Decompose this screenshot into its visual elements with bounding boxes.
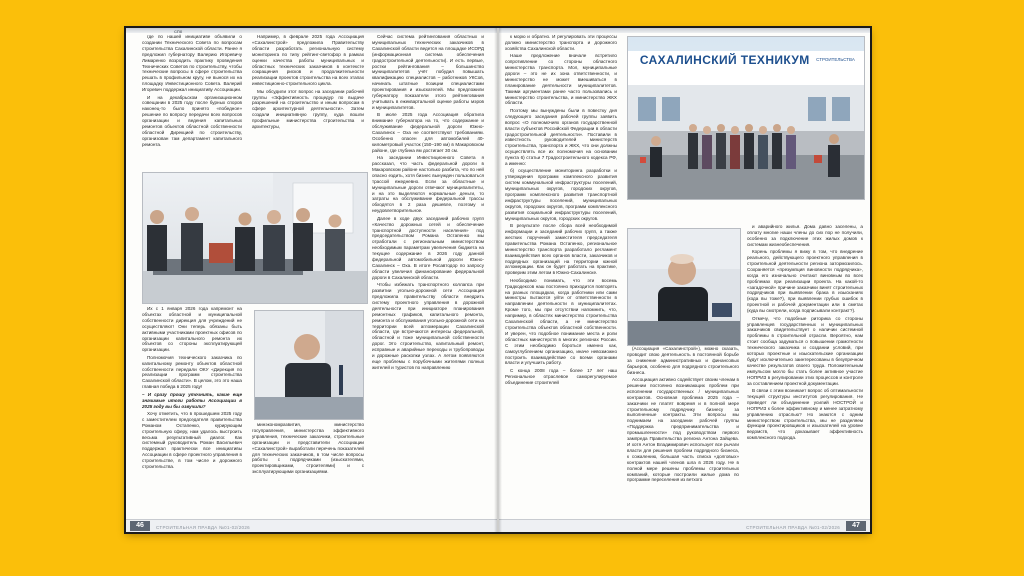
paragraph: к морю и обратно. И регулировать эти процессы должно министерство транспорта и дорожного хозяйства Сахалинской области. [505, 34, 617, 51]
right-footer-title: СТРОИТЕЛЬНАЯ ПРАВДА №01-02/2026 [746, 525, 840, 530]
left-page-number: 46 [130, 521, 150, 531]
right-col3 [747, 224, 863, 516]
paragraph: Например, в феврале 2025 года Ассоциация «Сахалинстрой» предложила Правительству области разработать региональную систему мониторинга по типу рейтинг-светофор в рамках оценки качества работы муниципальных и областных технических заказчиков в контексте сокращения рисков и продолжительности реализации проектов строительства на всех этапах инвестиционно-строительного цикла. [252, 34, 364, 87]
paragraph: Наше предложение вначале встретило сопротивление со стороны областного министерства транспорта. Мол, муниципальные дороги – это не их зона ответственности, и министерство не может вмешиваться в планирование деятельности муниципалитетов. Такими аргументами ранее часто пользовались и министерство строительства, и министерство ЖКХ области. [505, 53, 617, 106]
paragraph: где по нашей инициативе объявили о создании Технического Совета по вопросам строительства Сахалинской области. Ранее я предложил губернатору Валерию Игоревичу Лимаренко возродить практику проведения Технических Советов по строительству, чтобы технические вопросы в сфере строительства решать в профильном кругу, не вынося их на площадку Инвестиционного Совета. Валерий Игоревич поддержал инициативу Ассоциации. [142, 34, 242, 93]
left-col3 [372, 34, 484, 512]
technikum-photo [627, 36, 865, 200]
right-page [499, 28, 870, 532]
paragraph: Чтобы избежать транспортного коллапса при развитии угольно-дорожной сети Ассоциация предложила правительству области внедрить систему проектного управления в дорожной деятельности при инициаторе планирования ремонтных графиков, капитального ремонта, ремонта и обслуживания угольно-дорожной сети на территории всей агломерации Сахалинской области, где встречаются интересы федеральной, областной и тоже муниципальной собственности дорог. Это строительство, капитальный ремонт, исправные и аварийные переходы и трубопроводы и дорожные раскопки узлах. А летом появляются еще проблемы с порубочными жителями полных жителей и туристов по направлению [372, 282, 484, 370]
paragraph: И на декабрьском организационном совещании в 2025 году после бурных споров наконец-то было принято «победное» решение по вопросу передачи всех вопросов организации и ведения капитальных ремонтов объектов областной собственности областной Дирекцией по строительству, организован там департамент капитального ремонта. [142, 94, 242, 147]
portrait-photo [627, 228, 741, 346]
corner-label: СПб [174, 29, 183, 34]
paragraph: В июле 2025 года Ассоциация обратила внимание губернатора на то, что содержание и обслуживание федеральной дороги Южно-Сахалинск – Оха не соответствуют требованиям. Особенно опасен для автомобилей 40-километровый участок (150–190 км) в Макаровском районе, где глубина ям достигает 30 см. [372, 112, 484, 153]
left-page [126, 28, 497, 532]
left-footer-title: СТРОИТЕЛЬНАЯ ПРАВДА №01-02/2026 [156, 525, 250, 530]
paragraph: Сейчас система рейтингования областных и муниципальных технических заказчиков в Сахалинской области ведется на площадке ИСОРД (информационная система обеспечения градостроительной деятельности). И есть первые, ростки рейтингования – большинство муниципалитетов учёт побудил повышать квалификацию специалистов – работников УКСов, начинать штатные позиции специалистами проектирования и изыскателей. Мы предложили губернатору показатели этого рейтингования учитывать в ежеквартальной оценке работы мэров и муниципалитетов. [372, 34, 484, 110]
meeting-photo [142, 172, 368, 304]
paragraph: и аварийного жилья. Дома давно заселены, а оплату многие наши члены до сих пор не получили, особенно за подключение этих жилых домов к системам жизнеобеспечения. [747, 224, 863, 247]
portrait-photo-image [628, 229, 740, 345]
left-col1-bottom [142, 306, 242, 518]
paragraph: Ассоциация активно содействует своим членам в решении постоянно возникающих проблем при исполнении государственных / муниципальных контрактов. Основная проблема 2025 года – заказчики не платят вовремя и в полной мере строительному подрядчику бизнесу за выполненные контракты. Эти вопросы мы поднимаем на заседании рабочей группы «Поддержка предпринимательства и промышленности» под руководством первого зампреда Правительства региона Антона Зайцева. И хотя Антон Владимирович использует все рычаги власти для решения проблем подрядного бизнеса, к сожалению, большая часть списка «долговых» контрактов нашей членов шла в 2026 году. Не в полной мере решены проблемы строительных компаний, которые построили жилые дома по программе переселения из ветхого [627, 377, 739, 483]
speaker-photo-image [255, 311, 363, 419]
left-col2-top [252, 34, 364, 168]
left-col1-top [142, 34, 242, 170]
technikum-sign-sub: СТРОИТЕЛЬСТВА [816, 57, 855, 63]
interview-question: – И сразу прошу уточнить, какие еще значимые итоги работы Ассоциации в 2025 году вы бы озвучили? [142, 391, 242, 409]
paragraph: Далее в ходе двух заседаний рабочих групп «Качество дорожных сетей и обеспечение транспортной доступности населения» под председательством Романа Остапенко мы отработали с региональным министерством необходимым параметрам увеличения бюджета на текущее содержание в 2026 году данной федеральной автомобильной дороги Южно-Сахалинск – Оха. В итоге Росавтодор по запросу области увеличил финансирование федеральной дороги в Сахалинской области. [372, 215, 484, 280]
page-gutter [494, 28, 502, 532]
right-page-number: 47 [846, 521, 866, 531]
paragraph: Мы обсудили этот вопрос на заседании рабочей группы «Эффективность процедур по выдаче разрешений на строительство и иным вопросам в сфере архитектурной деятельности». Затем создали инициативную группу, куда вошли профильные министерства строительства и архитектуры, [252, 88, 364, 130]
paragraph: В результате после сбора всей необходимой информации и заседаний рабочих групп, а также жестких поручений заместителя председателя правительства Романа Остапенко, региональное министерство транспорта разработало регламент взаимодействия всех органов власти, заказчиков и подрядных организаций на территории южной агломерации. Как он будет работать на практике, проверим этим летом в Южно-Сахалинске. [505, 223, 617, 276]
paragraph: минэкономразвития, министерство госуправления, министерства эффективного управления, технические заказчики, строительные организации и представители Ассоциации «Сахалинстрой» выработали перечень показателей для технических заказчиков, в том числе вопросы работы с подрядчиками (изыскателями, проектировщиками, строителями) и с эксплуатирующими организациями. [252, 422, 364, 475]
right-col2 [627, 346, 739, 518]
top-strip [499, 28, 870, 33]
paragraph: Необходимо понимать, что эти восемь Градкодексов наш постоянно приходится повторять на разных площадках, когда работники или сами министры пытаются уйти от ответственности в направлении деятельности в муниципалитетах. Кроме того, мы при отсутствии напомнить, что, например, в областях министерство строительства Сахалинской области, а не министерство строительства объектов областной собственности. И уверен, что подобное понимание места и роли областных министерств в многих регионах России. С этим необходимо бороться именно как, самоуглублением организацию, иначе невозможно построить взаимодействие со всеми органами власти и улучшить работу. [505, 277, 617, 366]
paragraph: Поэтому мы вынуждены были в повестку дня следующего заседания рабочей группы заявить вопрос «О полномочиях органов государственной власти субъектов Российской Федерации в области градостроительной деятельности». Поставили в известность руководителей министерств строительства, транспорта и ЖКХ, что они должны осуществлять все их полномочия на основании пункта 6) статьи 7 Градостроительного кодекса РФ, а именно: [505, 107, 617, 167]
speaker-photo [254, 310, 364, 420]
paragraph: Отмечу, что подобные риторика со стороны управленцев государственных и муниципальных заказчиков свидетельствует о наличии системной проблемы в строительной отрасли. Вероятно, нам стоит сообща задуматься о повышении грамотности технического заказчика и создании условий, при которых проектные и изыскательские организации будут исключительно заинтересованы в безупречном качестве результатов своего труда. Положительным импульсом могло бы стать более активное участие НОПРИЗ в регулировании этих процессов и контроле за составлением проектной документации. [747, 315, 863, 386]
technikum-sign [628, 51, 864, 73]
paragraph: Полномочия технического заказчика по капитальному ремонту объектов областной собственности передали ОКУ «Дирекция по реализации программ строительства Сахалинской области». В целом, это это наша главная победа в 2025 году! [142, 354, 242, 390]
paragraph: С конца 2008 года – более 17 лет наш Региональное отраслевое саморегулируемое объединение строителей [505, 367, 617, 385]
right-footer [499, 519, 870, 532]
paragraph: Хочу отметить, что в прошедшем 2025 году с заместителем председателя правительства Романом Остапенко, курирующим строительную сферу, нам удалось выстроить весьма результативный диалог. Как системный руководитель Роман Васильевич поддержал практически все инициативы Ассоциации в сфере проектного управления в строительстве, в том числе и дорожного строительства. [142, 410, 242, 470]
left-col2-bottom [252, 422, 364, 518]
paragraph: В связи с этим возникает вопрос об оптимальности текущей структуры институтов регулирования. Не приведет ли объединение усилий НОСТРОЙ и НОПРИЗ к более эффективному и менее затратному управлению отраслью? Но знаются с одним министерством строительства, мы не разделяем функции проектировщиков и изыскателей на уровне ведомств, что доказывает эффективность комплексного подхода. [747, 387, 863, 441]
left-footer [126, 519, 497, 532]
paragraph: Их с 1 января 2026 года капремонт на объектах областной и муниципальной собственности дирекция для учреждений не осуществляют! Они теперь обязаны быть активными участниками проектных офисов по организации капитального ремонта их объектов со стороны эксплуатирующей организации. [142, 306, 242, 353]
technikum-sign-text: САХАЛИНСКИЙ ТЕХНИКУМ [639, 53, 810, 67]
paragraph: Корень проблемы я вижу в том, что внедрение реального, действующего проектного управления в строительной деятельности региона затормозилось. Сохраняется «презумпция виновности подрядчика», когда его изначально считают виновным во всех проблемах при реализации проекта. На какой-то «загадочной» причине заказчики винят строительных подрядчиков при выявлении брака в изысканиях (кода вы тоже?), при выявлении грубых ошибок в проектной и рабочей документации или в сметах (куда вы смотрели, когда подписывали контракт?). [747, 249, 863, 314]
paragraph: На заседании Инвестиционного Совета я рассказал, что часть федеральной дороги в Макаровском районе настолько разбита, что по ней опасно ездить, хотя бизнес вынужден пользоваться трассой ежедневно. Если за областные и муниципальные дороги отвечают муниципалитеты, и на это выделяются нормальные деньги, то затраты на обслуживание федеральной трассы обходятся в 2 раза дешевле, поэтому и неудовлетворительное. [372, 155, 484, 214]
meeting-photo-image [143, 173, 367, 303]
paragraph: (Ассоциация «Сахалинстрой»), можно сказать, проводит свою деятельность в постоянной борьбе за снижение административных и финансовых барьеров, особенно для подрядного строительного бизнеса. [627, 346, 739, 375]
magazine-spread [126, 28, 870, 532]
paragraph: б) осуществление мониторинга разработки и утверждения программ комплексного развития систем коммунальной инфраструктуры поселений, муниципальных округов, городских округов, программ комплексного развития транспортной инфраструктуры поселений, муниципальных округов, городских округов, программ комплексного развития социальной инфраструктуры поселений, муниципальных округов, городских округов. [505, 168, 617, 221]
right-col1 [505, 34, 617, 512]
